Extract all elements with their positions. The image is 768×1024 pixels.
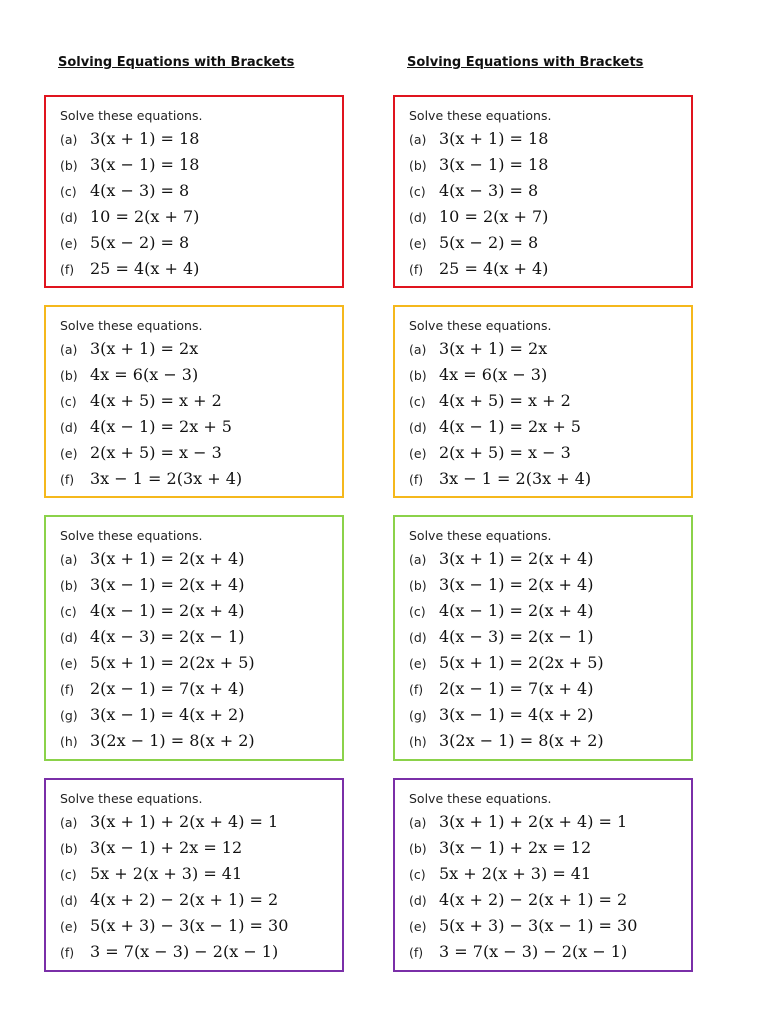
equation-text: 5(x + 3) − 3(x − 1) = 30: [439, 916, 638, 935]
equation-text: 4(x − 1) = 2x + 5: [90, 417, 232, 436]
equation-item: [60, 440, 342, 466]
instruction-text: Solve these equations.: [409, 791, 552, 806]
equation-text: 5x + 2(x + 3) = 41: [90, 864, 243, 883]
equation-text: 3(x − 1) = 18: [439, 155, 549, 174]
equation-item: [60, 414, 342, 440]
equation-item: [60, 152, 342, 178]
equation-label: (b): [409, 158, 427, 173]
equation-text: 3(x − 1) + 2x = 12: [90, 838, 243, 857]
equation-item: [409, 440, 691, 466]
equation-item: [409, 913, 691, 939]
equation-text: 3(x + 1) + 2(x + 4) = 1: [90, 812, 279, 831]
equation-item: [60, 939, 342, 965]
equation-text: 4x = 6(x − 3): [439, 365, 548, 384]
equation-item: [409, 414, 691, 440]
equation-label: (c): [60, 867, 77, 882]
equation-item: [409, 887, 691, 913]
equation-text: 3(x − 1) = 2(x + 4): [439, 575, 594, 594]
equation-item: [409, 676, 691, 702]
equation-text: 5(x − 2) = 8: [439, 233, 539, 252]
equation-label: (e): [409, 919, 427, 934]
equation-label: (e): [60, 656, 78, 671]
equation-item: [60, 650, 342, 676]
equation-item: [60, 861, 342, 887]
equation-text: 2(x − 1) = 7(x + 4): [439, 679, 594, 698]
equation-label: (h): [60, 734, 78, 749]
equation-text: 4(x − 1) = 2(x + 4): [439, 601, 594, 620]
equation-label: (b): [409, 578, 427, 593]
equation-text: 25 = 4(x + 4): [90, 259, 200, 278]
equation-item: [409, 598, 691, 624]
instruction-text: Solve these equations.: [60, 791, 203, 806]
equation-label: (a): [60, 342, 78, 357]
equation-box-yellow: [44, 305, 344, 498]
equation-label: (c): [60, 184, 77, 199]
equation-item: [60, 204, 342, 230]
equation-box-yellow: [393, 305, 693, 498]
equation-box-green: [393, 515, 693, 761]
equation-item: [409, 728, 691, 754]
instruction-text: Solve these equations.: [409, 528, 552, 543]
equation-item: [409, 230, 691, 256]
equation-text: 4x = 6(x − 3): [90, 365, 199, 384]
equation-item: [409, 466, 691, 492]
equation-text: 2(x − 1) = 7(x + 4): [90, 679, 245, 698]
equation-item: [409, 572, 691, 598]
equation-label: (d): [60, 630, 78, 645]
equation-label: (e): [60, 236, 78, 251]
equation-item: [60, 913, 342, 939]
equation-text: 3(x + 1) = 2x: [90, 339, 199, 358]
equation-item: [409, 388, 691, 414]
equation-item: [60, 388, 342, 414]
equation-label: (a): [409, 815, 427, 830]
equation-label: (h): [409, 734, 427, 749]
equation-label: (a): [409, 132, 427, 147]
equation-text: 3(2x − 1) = 8(x + 2): [90, 731, 255, 750]
equation-item: [60, 546, 342, 572]
equation-text: 4(x − 1) = 2(x + 4): [90, 601, 245, 620]
equation-item: [409, 939, 691, 965]
instruction-text: Solve these equations.: [60, 318, 203, 333]
equation-item: [60, 126, 342, 152]
equation-text: 25 = 4(x + 4): [439, 259, 549, 278]
equation-item: [60, 676, 342, 702]
equation-text: 5(x + 1) = 2(2x + 5): [439, 653, 604, 672]
equation-text: 5(x + 3) − 3(x − 1) = 30: [90, 916, 289, 935]
equation-label: (c): [409, 184, 426, 199]
equation-text: 4(x − 3) = 8: [439, 181, 539, 200]
equation-label: (d): [60, 893, 78, 908]
equation-text: 3(x + 1) + 2(x + 4) = 1: [439, 812, 628, 831]
equation-item: [409, 204, 691, 230]
equation-item: [409, 809, 691, 835]
equation-text: 3(x + 1) = 18: [90, 129, 200, 148]
equation-label: (c): [409, 394, 426, 409]
equation-text: 10 = 2(x + 7): [439, 207, 549, 226]
equation-item: [60, 887, 342, 913]
equation-box-purple: [393, 778, 693, 972]
equation-label: (c): [409, 604, 426, 619]
instruction-text: Solve these equations.: [409, 318, 552, 333]
equation-label: (a): [60, 552, 78, 567]
equation-item: [60, 728, 342, 754]
equation-item: [409, 624, 691, 650]
equation-label: (f): [60, 682, 75, 697]
equation-text: 3(x − 1) = 4(x + 2): [90, 705, 245, 724]
equation-item: [60, 466, 342, 492]
equation-text: 4(x + 2) − 2(x + 1) = 2: [439, 890, 628, 909]
equation-item: [409, 256, 691, 282]
equation-item: [60, 572, 342, 598]
equation-label: (d): [409, 630, 427, 645]
equation-text: 4(x + 2) − 2(x + 1) = 2: [90, 890, 279, 909]
equation-text: 3x − 1 = 2(3x + 4): [439, 469, 592, 488]
equation-item: [409, 152, 691, 178]
equation-text: 3(x + 1) = 2x: [439, 339, 548, 358]
equation-text: 5(x − 2) = 8: [90, 233, 190, 252]
equation-label: (f): [60, 262, 75, 277]
equation-item: [409, 861, 691, 887]
instruction-text: Solve these equations.: [409, 108, 552, 123]
equation-box-red: [393, 95, 693, 288]
equation-item: [60, 256, 342, 282]
equation-label: (d): [409, 893, 427, 908]
equation-text: 3(2x − 1) = 8(x + 2): [439, 731, 604, 750]
equation-item: [60, 835, 342, 861]
equation-text: 3(x + 1) = 2(x + 4): [90, 549, 245, 568]
equation-label: (e): [60, 919, 78, 934]
equation-label: (f): [409, 472, 424, 487]
equation-item: [60, 598, 342, 624]
equation-item: [60, 809, 342, 835]
equation-item: [60, 624, 342, 650]
equation-box-green: [44, 515, 344, 761]
equation-label: (c): [60, 394, 77, 409]
equation-label: (f): [60, 472, 75, 487]
equation-label: (f): [409, 945, 424, 960]
equation-label: (a): [409, 552, 427, 567]
instruction-text: Solve these equations.: [60, 108, 203, 123]
equation-text: 3(x − 1) + 2x = 12: [439, 838, 592, 857]
equation-label: (b): [60, 578, 78, 593]
instruction-text: Solve these equations.: [60, 528, 203, 543]
equation-label: (c): [409, 867, 426, 882]
equation-label: (e): [409, 656, 427, 671]
equation-item: [60, 362, 342, 388]
equation-label: (e): [60, 446, 78, 461]
equation-item: [60, 230, 342, 256]
equation-text: 5x + 2(x + 3) = 41: [439, 864, 592, 883]
equation-item: [409, 362, 691, 388]
equation-label: (g): [409, 708, 427, 723]
equation-label: (b): [60, 841, 78, 856]
equation-item: [409, 126, 691, 152]
equation-text: 3(x − 1) = 2(x + 4): [90, 575, 245, 594]
equation-label: (b): [60, 368, 78, 383]
equation-label: (b): [409, 841, 427, 856]
equation-label: (f): [60, 945, 75, 960]
equation-text: 3 = 7(x − 3) − 2(x − 1): [90, 942, 279, 961]
equation-item: [409, 835, 691, 861]
equation-label: (d): [60, 420, 78, 435]
equation-label: (c): [60, 604, 77, 619]
equation-label: (d): [409, 210, 427, 225]
equation-label: (a): [60, 132, 78, 147]
equation-item: [409, 336, 691, 362]
equation-item: [60, 702, 342, 728]
equation-text: 4(x − 3) = 2(x − 1): [90, 627, 245, 646]
equation-text: 4(x − 3) = 8: [90, 181, 190, 200]
worksheet-heading: Solving Equations with Brackets: [58, 55, 295, 70]
equation-box-red: [44, 95, 344, 288]
equation-text: 10 = 2(x + 7): [90, 207, 200, 226]
equation-text: 4(x − 1) = 2x + 5: [439, 417, 581, 436]
equation-item: [409, 178, 691, 204]
worksheet-heading: Solving Equations with Brackets: [407, 55, 644, 70]
equation-text: 3(x + 1) = 2(x + 4): [439, 549, 594, 568]
equation-label: (e): [409, 236, 427, 251]
equation-text: 3(x + 1) = 18: [439, 129, 549, 148]
equation-label: (g): [60, 708, 78, 723]
equation-box-purple: [44, 778, 344, 972]
equation-text: 2(x + 5) = x − 3: [439, 443, 571, 462]
equation-item: [409, 702, 691, 728]
equation-text: 3 = 7(x − 3) − 2(x − 1): [439, 942, 628, 961]
equation-label: (a): [60, 815, 78, 830]
equation-text: 3(x − 1) = 4(x + 2): [439, 705, 594, 724]
equation-label: (a): [409, 342, 427, 357]
equation-text: 5(x + 1) = 2(2x + 5): [90, 653, 255, 672]
equation-item: [60, 336, 342, 362]
equation-text: 4(x + 5) = x + 2: [439, 391, 571, 410]
equation-text: 4(x − 3) = 2(x − 1): [439, 627, 594, 646]
equation-item: [409, 650, 691, 676]
equation-item: [60, 178, 342, 204]
equation-label: (f): [409, 262, 424, 277]
equation-text: 2(x + 5) = x − 3: [90, 443, 222, 462]
equation-label: (b): [60, 158, 78, 173]
equation-text: 3(x − 1) = 18: [90, 155, 200, 174]
equation-item: [409, 546, 691, 572]
equation-text: 3x − 1 = 2(3x + 4): [90, 469, 243, 488]
equation-label: (d): [60, 210, 78, 225]
equation-label: (e): [409, 446, 427, 461]
equation-label: (f): [409, 682, 424, 697]
equation-text: 4(x + 5) = x + 2: [90, 391, 222, 410]
equation-label: (b): [409, 368, 427, 383]
equation-label: (d): [409, 420, 427, 435]
